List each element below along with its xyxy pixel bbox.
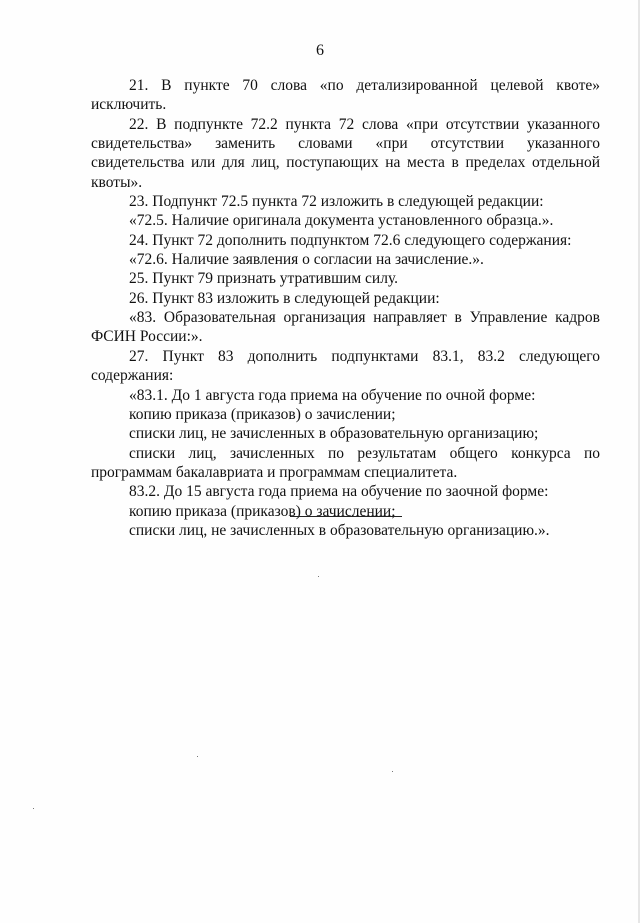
paragraph-83-1: «83.1. До 1 августа года приема на обучение по очной форме: [129, 386, 536, 404]
list-item-order-copy: копию приказа (приказов) о зачислении; [129, 405, 396, 423]
paragraph-23: 23. Подпункт 72.5 пункта 72 изложить в следующей редакции: [129, 193, 544, 211]
paragraph-21: 21. В пункте 70 слова «по детализированной целевой квоте» исключить. [91, 77, 600, 114]
scan-speck [318, 576, 319, 577]
scan-speck [33, 808, 34, 809]
end-divider-line [290, 516, 402, 517]
document-body [91, 76, 600, 540]
paragraph-24: 24. Пункт 72 дополнить подпунктом 72.6 следующего содержания: [129, 231, 572, 249]
paragraph-22: 22. В подпункте 72.2 пункта 72 слова «при отсутствии указанного свидетельства» заменить словами «при отсутствии указанного свидетельства или для лиц, поступающих на места в пределах отдельной квоты». [91, 115, 600, 191]
list-item-enrolled: списки лиц, зачисленных по результатам общего конкурса по программам бакалавриата и программам специалитета. [91, 444, 600, 481]
paragraph-83: «83. Образовательная организация направляет в Управление кадров ФСИН России:». [91, 309, 600, 346]
scan-speck [392, 771, 393, 772]
page-number: 6 [316, 42, 324, 59]
list-item-order-copy-2: копию приказа (приказов) о зачислении; [129, 502, 396, 520]
paragraph-26: 26. Пункт 83 изложить в следующей редакции: [129, 289, 440, 307]
scan-speck [197, 756, 198, 757]
paragraph-25: 25. Пункт 79 признать утратившим силу. [129, 270, 399, 288]
paragraph-72-5: «72.5. Наличие оригинала документа установленного образца.». [129, 212, 554, 230]
paragraph-27: 27. Пункт 83 дополнить подпунктами 83.1, 83.2 следующего содержания: [91, 347, 600, 385]
list-item-not-enrolled-2: списки лиц, не зачисленных в образовательную организацию.». [129, 521, 550, 539]
list-item-not-enrolled: списки лиц, не зачисленных в образовательную организацию; [129, 425, 539, 443]
paragraph-83-2: 83.2. До 15 августа года приема на обучение по заочной форме: [129, 483, 549, 501]
paragraph-72-6: «72.6. Наличие заявления о согласии на зачисление.». [129, 251, 484, 269]
